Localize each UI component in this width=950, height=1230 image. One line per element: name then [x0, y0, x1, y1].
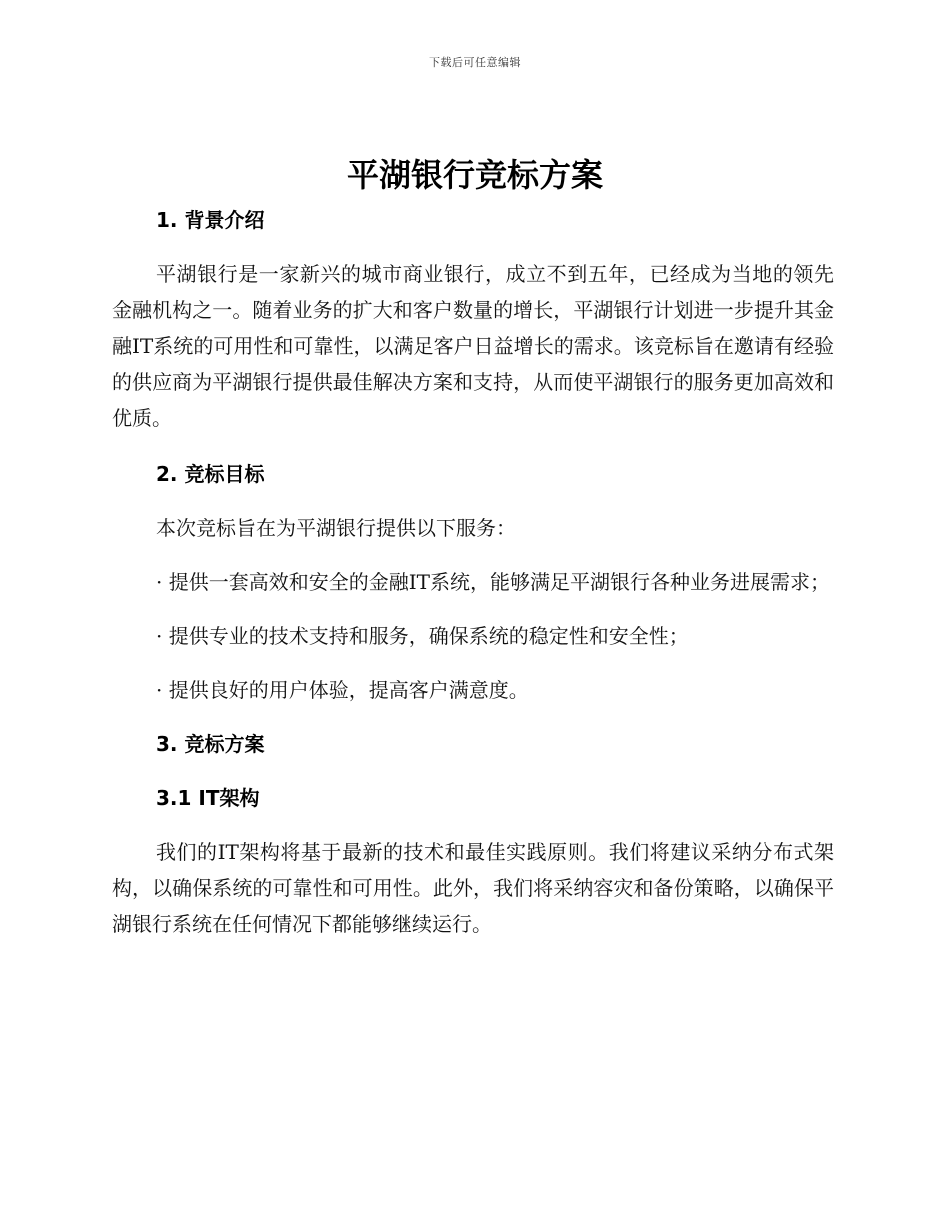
page-header-note: 下载后可任意编辑	[429, 56, 521, 69]
background-paragraph: 平湖银行是一家新兴的城市商业银行，成立不到五年，已经成为当地的领先金融机构之一。随着业务的扩大和客户数量的增长，平湖银行计划进一步提升其金融IT系统的可用性和可靠性，以满足客户日益增长的需求。该竞标旨在邀请有经验的供应商为平湖银行提供最佳解决方案和支持，从而使平湖银行的服务更加高效和优质。	[112, 262, 834, 430]
subsection-heading-it-architecture: 3.1 IT架构	[156, 786, 260, 810]
section-heading-goals: 2. 竞标目标	[156, 462, 265, 486]
it-architecture-paragraph: 我们的IT架构将基于最新的技术和最佳实践原则。我们将建议采纳分布式架构，以确保系统的可靠性和可用性。此外，我们将采纳容灾和备份策略，以确保平湖银行系统在任何情况下都能够继续运行。	[112, 840, 834, 936]
goals-item-3: · 提供良好的用户体验，提高客户满意度。	[156, 678, 529, 702]
section-heading-plan: 3. 竞标方案	[156, 732, 265, 756]
goals-item-2: · 提供专业的技术支持和服务，确保系统的稳定性和安全性；	[156, 624, 689, 648]
goals-item-1: · 提供一套高效和安全的金融IT系统，能够满足平湖银行各种业务进展需求；	[156, 570, 830, 594]
document-body	[112, 202, 834, 942]
section-heading-background: 1. 背景介绍	[156, 208, 265, 232]
goals-intro: 本次竞标旨在为平湖银行提供以下服务：	[156, 516, 516, 540]
document-title: 平湖银行竞标方案	[346, 156, 603, 194]
